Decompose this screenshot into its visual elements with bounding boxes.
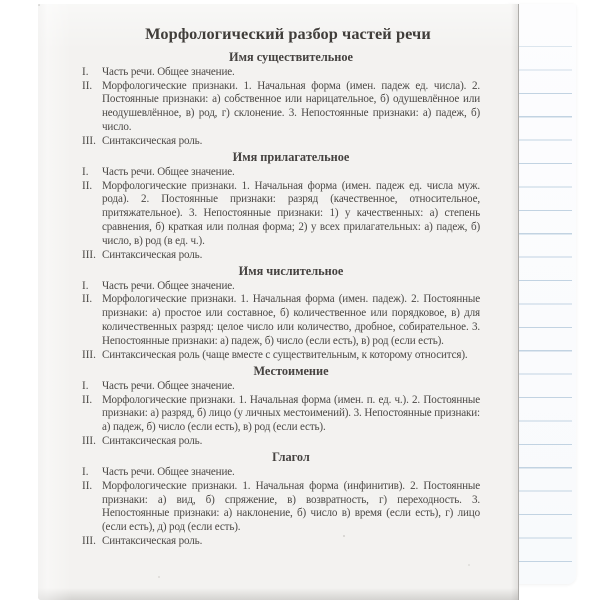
item-text: Часть речи. Общее значение.	[102, 65, 235, 78]
item-text: Часть речи. Общее значение.	[102, 279, 235, 292]
section-heading-pronoun: Местоимение	[253, 364, 329, 378]
item-numeral: II.	[82, 393, 93, 406]
section-heading-verb: Глагол	[272, 450, 310, 465]
item-text: Морфологические признаки. 1. Начальная форма (имен. п. ед. ч.). 2. Постоянные признаки: а) разряд, б) лицо (у личных местоимений). 3. Непостоянные признаки: а) падеж, б) число (если есть), в) род (если есть).	[102, 393, 480, 434]
analysis-item	[82, 480, 480, 536]
section-numeral	[82, 264, 480, 363]
item-numeral: I.	[82, 165, 89, 178]
analysis-item	[82, 80, 480, 136]
item-numeral: III.	[82, 349, 96, 362]
section-heading-adjective: Имя прилагательное	[232, 150, 350, 165]
section-heading-noun: Имя существительное	[229, 50, 353, 64]
item-text: Синтаксическая роль.	[102, 135, 203, 148]
item-numeral: II.	[82, 479, 93, 492]
page-title: Морфологический разбор частей речи	[145, 24, 431, 43]
item-text: Синтаксическая роль.	[102, 535, 203, 548]
analysis-item	[82, 435, 480, 449]
page-content	[82, 24, 480, 549]
section-verb	[82, 450, 480, 549]
analysis-item	[82, 466, 480, 480]
item-numeral: III.	[82, 535, 96, 548]
analysis-item	[82, 180, 480, 250]
analysis-item	[82, 535, 480, 549]
item-numeral: II.	[82, 79, 93, 92]
item-numeral: I.	[82, 465, 89, 478]
item-text: Часть речи. Общее значение.	[102, 165, 235, 178]
item-text: Морфологические признаки. 1. Начальная форма (имен. падеж ед. числа муж. рода). 2. Постоянные признаки: разряд (качественное, относительное, притяжательное). 3. Непостоянные признаки: 1) у качественных: а) степень сравнения, б) краткая или полная форма; 2) у всех прилагательных: а) падеж, б) число, в) род (в ед. ч.).	[102, 179, 480, 248]
item-numeral: II.	[82, 293, 93, 306]
item-numeral: III.	[82, 435, 96, 448]
section-noun	[82, 50, 480, 149]
item-text: Морфологические признаки. 1. Начальная форма (имен. падеж). 2. Постоянные признаки: а) простое или составное, б) количественное или порядковое, в) для количественных разряд: целое число или количество, дробное, собирательное. 3. Непостоянные признаки: а) падеж, б) число (если есть), в) род (если есть).	[102, 293, 480, 348]
item-text: Часть речи. Общее значение.	[102, 379, 235, 392]
section-pronoun	[82, 364, 480, 449]
item-numeral: I.	[82, 379, 89, 392]
item-text: Синтаксическая роль.	[102, 435, 203, 448]
item-text: Морфологические признаки. 1. Начальная форма (имен. падеж ед. числа). 2. Постоянные признаки: а) собственное или нарицательное, б) одушевлённое или неодушевлённое, в) род, г) склонение. 3. Непостоянные признаки: а) падеж, б) число.	[102, 79, 480, 134]
analysis-item	[82, 293, 480, 349]
analysis-item	[82, 280, 480, 294]
analysis-item	[82, 66, 480, 80]
item-text: Синтаксическая роль.	[102, 249, 203, 262]
dust-specks	[38, 4, 40, 6]
analysis-item	[82, 135, 480, 149]
analysis-item	[82, 349, 480, 363]
analysis-item	[82, 249, 480, 263]
analysis-item	[82, 394, 480, 436]
item-numeral: III.	[82, 249, 96, 262]
item-numeral: II.	[82, 179, 93, 192]
item-text: Морфологические признаки. 1. Начальная форма (инфинитив). 2. Постоянные признаки: а) вид, б) спряжение, в) возвратность, г) переходность. 3. Непостоянные признаки: а) наклонение, б) число в) время (если есть), г) лицо (если есть), д) род (если есть).	[102, 479, 480, 534]
analysis-item	[82, 380, 480, 394]
item-numeral: I.	[82, 279, 89, 292]
item-text: Синтаксическая роль (чаще вместе с существительным, к которому относится).	[102, 349, 468, 362]
item-numeral: I.	[82, 65, 89, 78]
item-text: Часть речи. Общее значение.	[102, 465, 235, 478]
section-adjective	[82, 150, 480, 263]
analysis-item	[82, 166, 480, 180]
item-numeral: III.	[82, 135, 96, 148]
textbook-page	[38, 4, 519, 600]
section-heading-numeral: Имя числительное	[238, 263, 344, 278]
